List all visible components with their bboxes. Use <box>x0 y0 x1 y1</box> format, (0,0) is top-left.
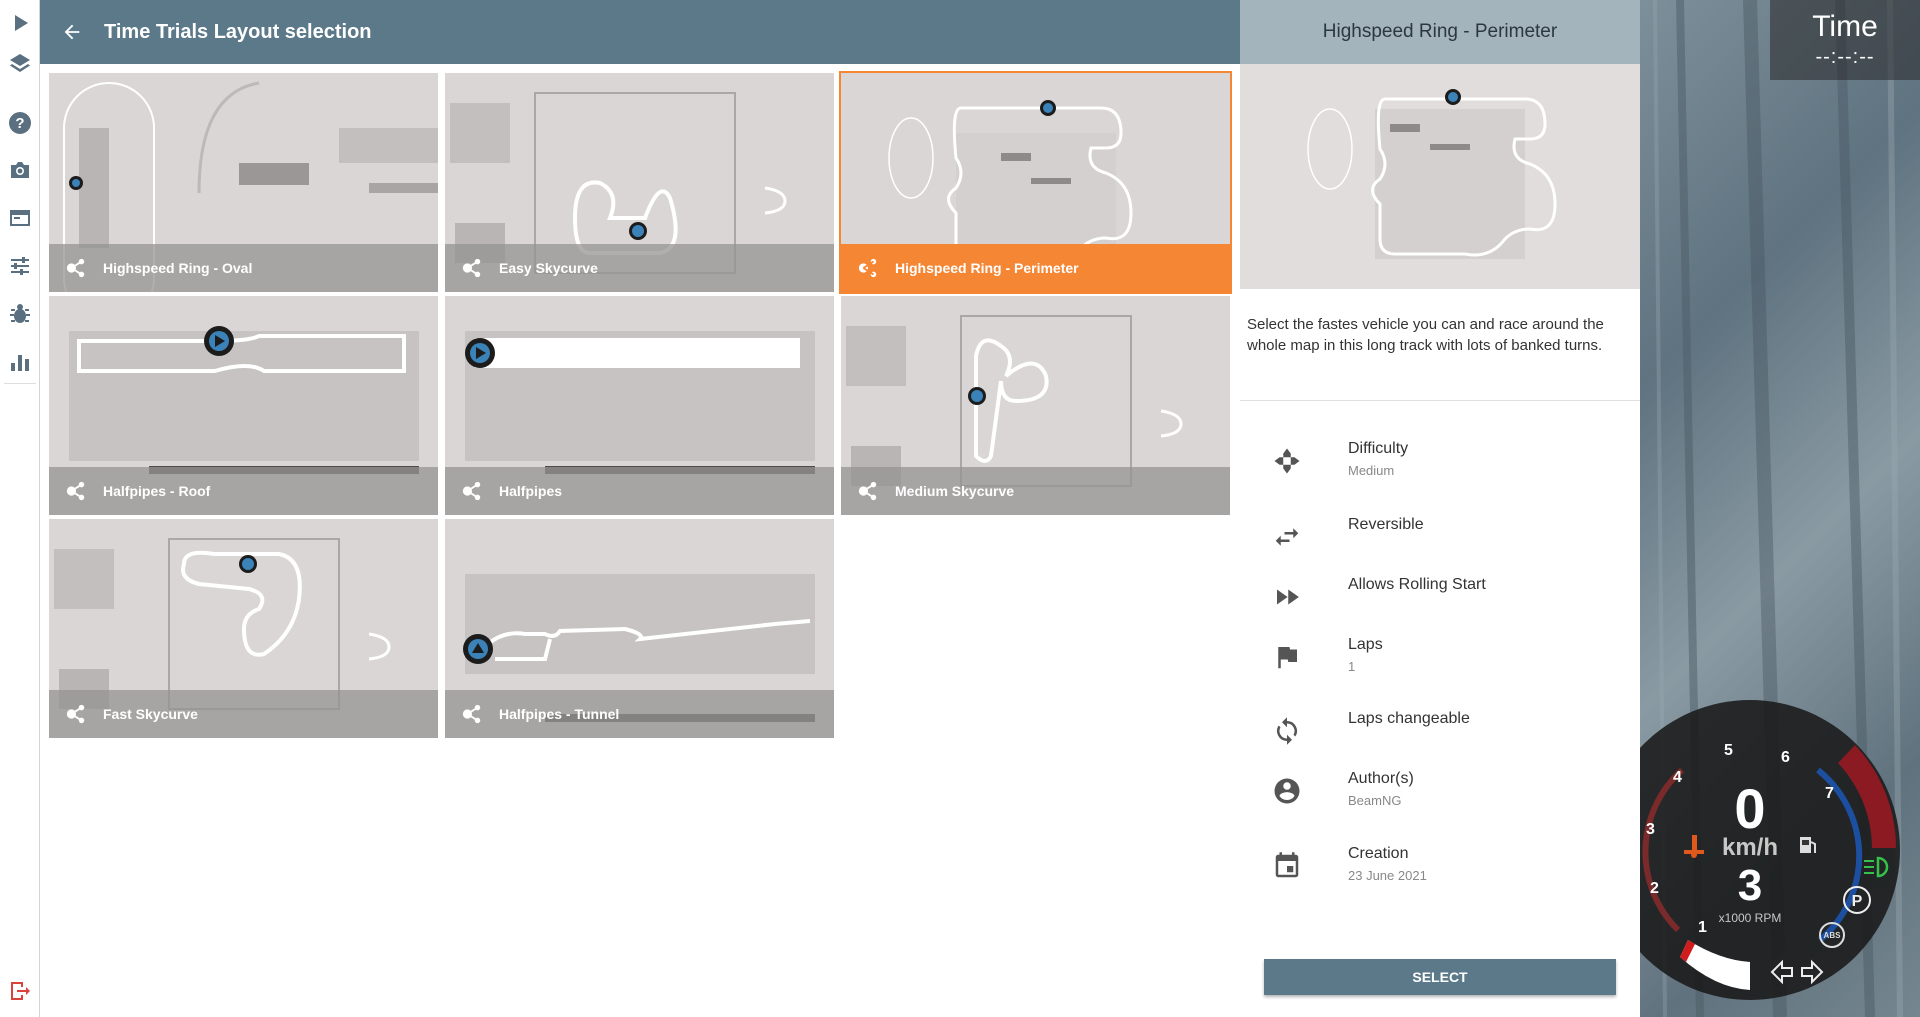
layout-card-halfpipes-roof[interactable] <box>49 296 438 515</box>
left-toolbar <box>0 0 40 1017</box>
track-map-preview <box>1240 64 1640 289</box>
layout-name: Halfpipes - Roof <box>103 483 211 499</box>
layout-detail-panel <box>1240 0 1640 1017</box>
sliders-icon[interactable] <box>0 246 40 286</box>
svg-text:P: P <box>1851 893 1863 910</box>
gamepad-icon <box>1272 446 1302 476</box>
rpm-tick-label: 1 <box>1698 919 1707 936</box>
layers-icon[interactable] <box>0 43 40 83</box>
property-laps <box>1272 636 1612 686</box>
flag-icon <box>1272 642 1302 672</box>
property-label: Author(s) <box>1348 770 1414 787</box>
play-icon[interactable] <box>0 3 40 43</box>
route-nodes-icon <box>461 480 483 502</box>
property-laps-changeable <box>1272 710 1612 760</box>
property-label: Laps changeable <box>1348 710 1470 727</box>
arrow-left-icon <box>61 21 83 43</box>
time-display <box>1770 0 1920 80</box>
property-value: 23 June 2021 <box>1348 868 1427 883</box>
bar-chart-icon[interactable] <box>0 342 40 382</box>
divider <box>1240 400 1640 401</box>
layout-card-easy-skycurve[interactable] <box>445 73 834 292</box>
card-footer <box>49 244 438 292</box>
sidebar-divider <box>4 383 36 384</box>
route-nodes-icon <box>65 480 87 502</box>
route-nodes-icon <box>857 257 879 279</box>
select-button[interactable]: SELECT <box>1264 959 1616 995</box>
svg-text:ABS: ABS <box>1823 931 1841 940</box>
route-nodes-icon <box>857 480 879 502</box>
game-viewport <box>1640 0 1920 1017</box>
speed-unit: km/h <box>1721 834 1779 861</box>
layout-card-fast-skycurve[interactable] <box>49 519 438 738</box>
layout-name: Halfpipes <box>499 483 563 499</box>
account-circle-icon <box>1272 776 1302 806</box>
bug-icon[interactable] <box>0 294 40 334</box>
help-icon[interactable] <box>0 103 40 143</box>
back-button[interactable] <box>40 0 104 64</box>
property-creation <box>1272 845 1612 895</box>
rpm-tick-label: 5 <box>1724 742 1733 759</box>
card-footer <box>445 244 834 292</box>
layout-card-halfpipes-tunnel[interactable] <box>445 519 834 738</box>
rpm-tick-label: 7 <box>1825 785 1834 802</box>
property-label: Allows Rolling Start <box>1348 576 1486 593</box>
card-footer <box>49 690 438 738</box>
layout-description: Select the fastes vehicle you can and race around the whole map in this long track with lots of banked turns. <box>1247 316 1604 354</box>
property-label: Laps <box>1348 636 1383 653</box>
layout-name: Highspeed Ring - Oval <box>103 260 253 276</box>
card-footer <box>841 244 1230 292</box>
card-footer <box>841 467 1230 515</box>
property-difficulty <box>1272 440 1612 490</box>
route-nodes-icon <box>461 257 483 279</box>
camera-icon[interactable] <box>0 150 40 190</box>
property-value: BeamNG <box>1348 793 1402 808</box>
layout-name: Highspeed Ring - Perimeter <box>895 260 1079 276</box>
property-value: Medium <box>1348 463 1395 478</box>
exit-icon[interactable] <box>0 971 40 1011</box>
property-label: Creation <box>1348 845 1409 862</box>
layout-name: Halfpipes - Tunnel <box>499 706 620 722</box>
rpm-unit-label: x1000 RPM <box>1718 911 1782 925</box>
speed-value: 0 <box>1734 777 1766 840</box>
header-bar <box>40 0 1240 64</box>
track-map-image <box>1240 64 1640 289</box>
property-authors <box>1272 770 1612 820</box>
property-label: Difficulty <box>1348 440 1409 457</box>
property-rolling-start <box>1272 576 1612 626</box>
property-value: 1 <box>1348 659 1356 674</box>
layout-card-highspeed-ring-perimeter[interactable] <box>841 73 1230 292</box>
property-reversible <box>1272 516 1612 566</box>
layout-name: Fast Skycurve <box>103 706 198 722</box>
calendar-icon <box>1272 851 1302 881</box>
card-footer <box>49 467 438 515</box>
gear-indicator: 3 <box>1737 861 1763 910</box>
time-value: --:--:-- <box>1815 46 1875 68</box>
detail-title: Highspeed Ring - Perimeter <box>1322 21 1558 42</box>
detail-header <box>1240 0 1640 64</box>
fast-forward-icon <box>1272 582 1302 612</box>
speedometer-gauge <box>1640 700 1920 1017</box>
layout-name: Easy Skycurve <box>499 260 598 276</box>
layout-name: Medium Skycurve <box>895 483 1015 499</box>
repeat-icon <box>1272 716 1302 746</box>
card-footer <box>445 467 834 515</box>
card-footer <box>445 690 834 738</box>
rpm-tick-label: 3 <box>1646 821 1655 838</box>
layout-card-halfpipes[interactable] <box>445 296 834 515</box>
route-nodes-icon <box>65 703 87 725</box>
time-label: Time <box>1812 10 1878 43</box>
page-title: Time Trials Layout selection <box>104 20 372 43</box>
rpm-tick-label: 4 <box>1673 769 1682 786</box>
layout-card-medium-skycurve[interactable] <box>841 296 1230 515</box>
window-icon[interactable] <box>0 198 40 238</box>
route-nodes-icon <box>461 703 483 725</box>
property-label: Reversible <box>1348 516 1424 533</box>
rpm-tick-label: 6 <box>1781 749 1790 766</box>
route-nodes-icon <box>65 257 87 279</box>
swap-arrows-icon <box>1272 522 1302 552</box>
layout-card-highspeed-ring-oval[interactable] <box>49 73 438 292</box>
rpm-tick-label: 2 <box>1650 880 1659 897</box>
svg-text:?: ? <box>15 115 25 132</box>
